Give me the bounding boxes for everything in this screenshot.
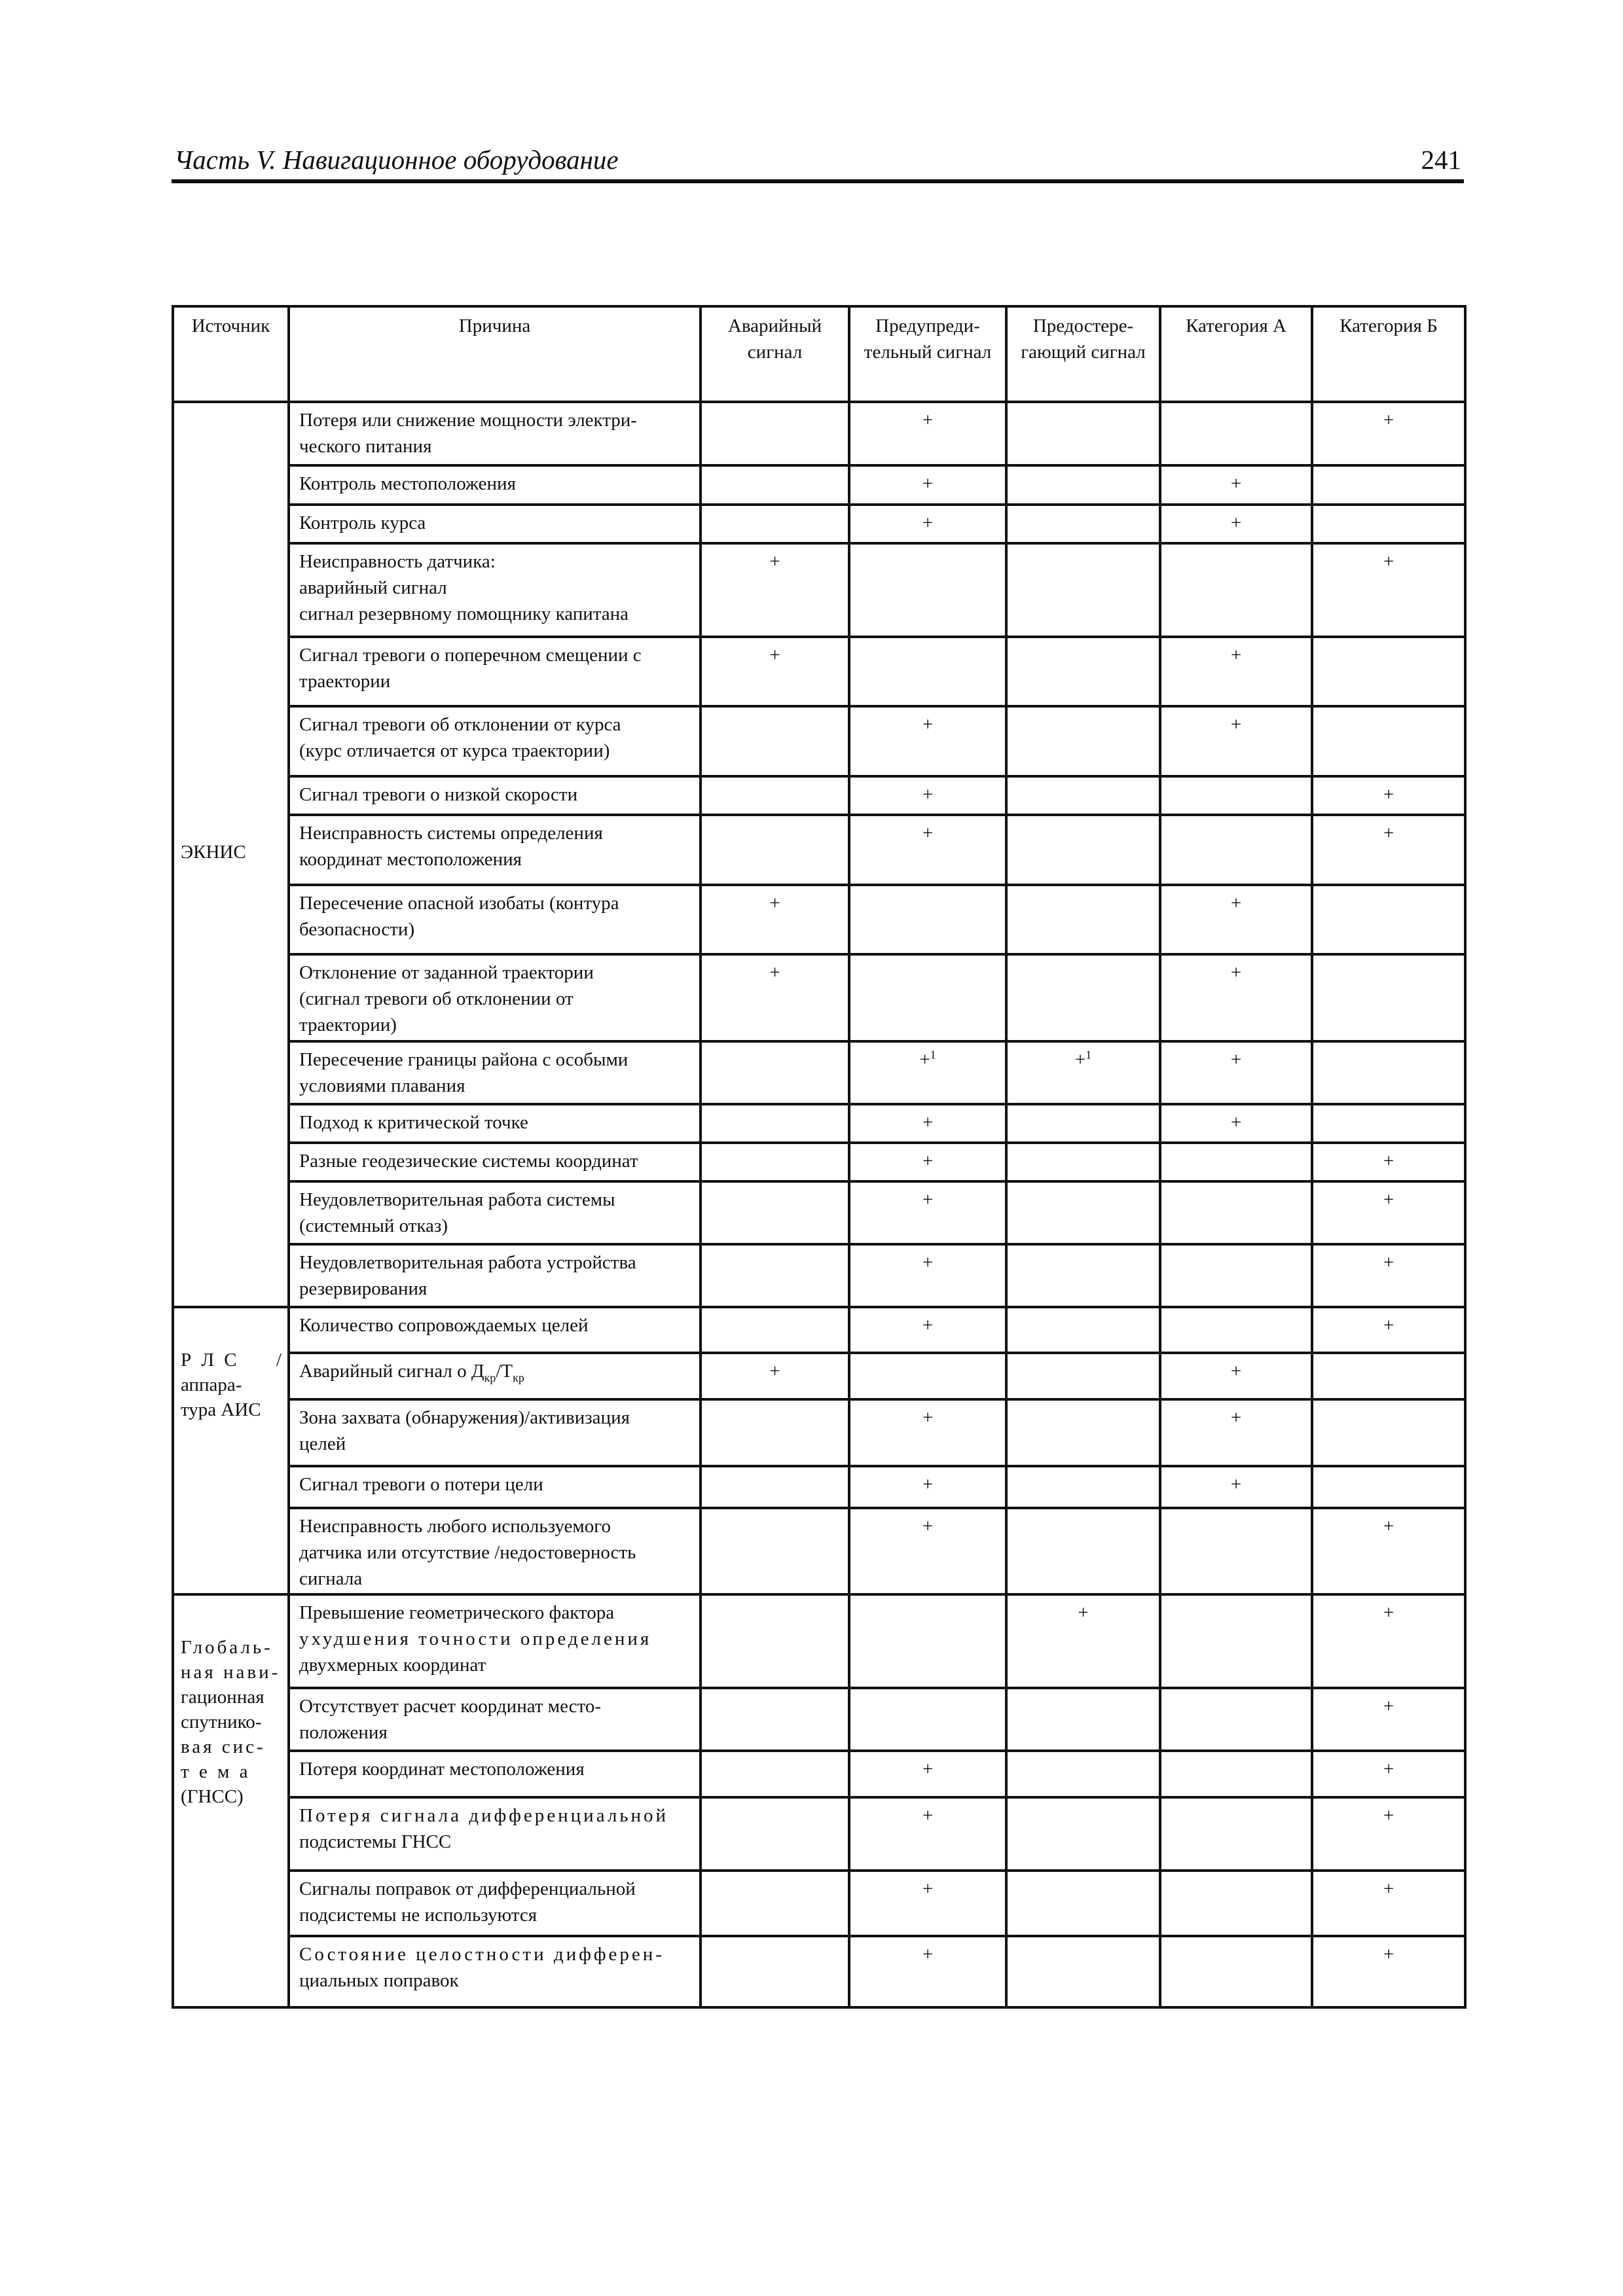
warning-cell: + xyxy=(849,776,1006,815)
subscript: кр xyxy=(484,1371,496,1384)
category-b-cell xyxy=(1312,954,1465,1041)
table-row xyxy=(173,776,1465,815)
cause-cell xyxy=(289,706,701,776)
cause-line: координат местоположения xyxy=(299,849,522,870)
cause-line: Отклонение от заданной траектории xyxy=(299,962,594,983)
category-a-cell xyxy=(1160,1594,1312,1688)
caution-cell xyxy=(1006,954,1160,1041)
footnote-ref: 1 xyxy=(1085,1048,1092,1062)
cause-line: Сигнал тревоги о поперечном смещении с xyxy=(299,645,642,666)
category-a-cell: + xyxy=(1160,505,1312,543)
table-row xyxy=(173,1508,1465,1594)
table-row xyxy=(173,1353,1465,1399)
col-header-warning xyxy=(849,306,1006,402)
warning-cell xyxy=(849,885,1006,954)
cause-line: траектории) xyxy=(299,1014,397,1035)
cause-text: /Т xyxy=(496,1361,513,1382)
caution-cell xyxy=(1006,706,1160,776)
warning-cell: + xyxy=(849,706,1006,776)
table-row xyxy=(173,505,1465,543)
alarm-cell: + xyxy=(701,954,849,1041)
caution-cell xyxy=(1006,543,1160,637)
table-row xyxy=(173,1104,1465,1143)
source-line: аппара- xyxy=(181,1374,242,1395)
cause-line: датчика или отсутствие /недостоверность xyxy=(299,1542,636,1563)
category-b-cell: + xyxy=(1312,1181,1465,1244)
cause-line: Превышение геометрического фактора xyxy=(299,1602,615,1623)
table-row xyxy=(173,1936,1465,2007)
alarm-cell: + xyxy=(701,543,849,637)
category-a-cell xyxy=(1160,1936,1312,2007)
header-line: Аварийный xyxy=(727,315,822,336)
caution-cell xyxy=(1006,1936,1160,2007)
footnote-ref: 1 xyxy=(930,1048,936,1062)
caution-cell xyxy=(1006,1041,1160,1104)
warning-cell xyxy=(849,1688,1006,1751)
category-a-cell: + xyxy=(1160,465,1312,505)
cause-line: сигнал резервному помощнику капитана xyxy=(299,603,629,624)
table-row xyxy=(173,1307,1465,1353)
cause-line: ухудшения точности определения xyxy=(299,1628,652,1649)
table-row xyxy=(173,1688,1465,1751)
source-line: гационная xyxy=(181,1687,264,1708)
cause-line: Неудовлетворительная работа системы xyxy=(299,1189,615,1210)
warning-cell: + xyxy=(849,1181,1006,1244)
caution-cell xyxy=(1006,1508,1160,1594)
category-a-cell: + xyxy=(1160,637,1312,706)
col-header-cause: Причина xyxy=(289,306,701,402)
cause-line: положения xyxy=(299,1722,388,1743)
table-row xyxy=(173,815,1465,885)
source-line: т е м а xyxy=(181,1761,251,1782)
table-row xyxy=(173,1466,1465,1508)
caution-cell xyxy=(1006,1104,1160,1143)
cause-cell: Сигнал тревоги о потери цели xyxy=(289,1466,701,1508)
source-ecdis: ЭКНИС xyxy=(173,402,289,1307)
source-line: тура АИС xyxy=(181,1399,261,1420)
table-row xyxy=(173,402,1465,465)
category-a-cell: + xyxy=(1160,1104,1312,1143)
warning-cell: + xyxy=(849,505,1006,543)
cause-cell xyxy=(289,885,701,954)
caution-cell xyxy=(1006,505,1160,543)
table-row xyxy=(173,885,1465,954)
cause-cell: Подход к критической точке xyxy=(289,1104,701,1143)
caution-cell xyxy=(1006,402,1160,465)
category-b-cell: + xyxy=(1312,1594,1465,1688)
caution-cell xyxy=(1006,776,1160,815)
category-a-cell: + xyxy=(1160,1466,1312,1508)
category-a-cell xyxy=(1160,1307,1312,1353)
header-line: сигнал xyxy=(747,342,803,363)
warning-cell: + xyxy=(849,1871,1006,1936)
source-gnss xyxy=(173,1594,289,2007)
alarm-cell xyxy=(701,1508,849,1594)
cause-line: Потеря сигнала дифференциальной xyxy=(299,1805,669,1826)
header-line: гающий сигнал xyxy=(1021,342,1146,363)
caution-cell xyxy=(1006,1143,1160,1181)
category-a-cell xyxy=(1160,776,1312,815)
alarm-cell: + xyxy=(701,1353,849,1399)
warning-cell: + xyxy=(849,1143,1006,1181)
cause-line: Зона захвата (обнаружения)/активизация xyxy=(299,1407,630,1428)
source-line: спутнико- xyxy=(181,1712,262,1732)
alarm-cell xyxy=(701,465,849,505)
caution-cell xyxy=(1006,1871,1160,1936)
category-b-cell xyxy=(1312,885,1465,954)
alarm-cell xyxy=(701,1871,849,1936)
chapter-title: Часть V. Навигационное оборудование xyxy=(174,145,619,175)
category-b-cell xyxy=(1312,1399,1465,1466)
warning-cell xyxy=(849,637,1006,706)
cause-line: Неисправность системы определения xyxy=(299,823,603,844)
alarm-cell xyxy=(701,1307,849,1353)
table-row xyxy=(173,954,1465,1041)
cause-line: Отсутствует расчет координат место- xyxy=(299,1696,602,1717)
warning-cell: + xyxy=(849,465,1006,505)
cause-line: (курс отличается от курса траектории) xyxy=(299,740,610,761)
cause-line: циальных поправок xyxy=(299,1970,459,1991)
table-row xyxy=(173,1041,1465,1104)
warning-cell: + xyxy=(849,1508,1006,1594)
warning-cell: + xyxy=(849,1399,1006,1466)
caution-cell xyxy=(1006,1688,1160,1751)
cause-cell xyxy=(289,1936,701,2007)
category-b-cell: + xyxy=(1312,543,1465,637)
col-header-caution xyxy=(1006,306,1160,402)
category-b-cell: + xyxy=(1312,1508,1465,1594)
alarm-cell xyxy=(701,1751,849,1797)
alarm-cell xyxy=(701,402,849,465)
category-b-cell xyxy=(1312,1466,1465,1508)
category-a-cell xyxy=(1160,1143,1312,1181)
cause-cell xyxy=(289,1244,701,1307)
source-line: Глобаль- xyxy=(181,1637,273,1658)
alarm-cell xyxy=(701,1104,849,1143)
cause-line: ческого питания xyxy=(299,436,432,457)
col-header-category-a: Категория А xyxy=(1160,306,1312,402)
caution-cell: + xyxy=(1006,1594,1160,1688)
category-b-cell xyxy=(1312,505,1465,543)
cause-line: траектории xyxy=(299,671,391,692)
alarm-cell xyxy=(701,505,849,543)
page-number: 241 xyxy=(1421,145,1461,175)
cause-line: двухмерных координат xyxy=(299,1655,486,1676)
alarm-cell xyxy=(701,815,849,885)
cause-cell: Разные геодезические системы координат xyxy=(289,1143,701,1181)
category-a-cell xyxy=(1160,815,1312,885)
category-a-cell: + xyxy=(1160,1399,1312,1466)
cause-line: Неисправность датчика: xyxy=(299,551,496,572)
category-b-cell xyxy=(1312,465,1465,505)
table-row xyxy=(173,1871,1465,1936)
table-row xyxy=(173,637,1465,706)
cause-line: резервирования xyxy=(299,1278,428,1299)
warning-cell xyxy=(849,543,1006,637)
table-row xyxy=(173,1399,1465,1466)
header-line: Предостере- xyxy=(1032,315,1134,336)
cause-line: Неисправность любого используемого xyxy=(299,1516,611,1537)
cause-cell: Контроль курса xyxy=(289,505,701,543)
warning-cell xyxy=(849,1041,1006,1104)
warning-cell: + xyxy=(849,1936,1006,2007)
category-b-cell xyxy=(1312,1353,1465,1399)
cause-line: (сигнал тревоги об отклонении от xyxy=(299,988,574,1009)
col-header-category-b: Категория Б xyxy=(1312,306,1465,402)
alarm-cell xyxy=(701,706,849,776)
caution-cell xyxy=(1006,465,1160,505)
caution-cell xyxy=(1006,885,1160,954)
caution-cell xyxy=(1006,1307,1160,1353)
alarm-cell xyxy=(701,1181,849,1244)
cause-cell xyxy=(289,1594,701,1688)
table-row xyxy=(173,1751,1465,1797)
warning-cell: + xyxy=(849,1751,1006,1797)
alarm-cell: + xyxy=(701,885,849,954)
alarm-cell xyxy=(701,1466,849,1508)
cause-cell: Контроль местоположения xyxy=(289,465,701,505)
warning-cell: + xyxy=(849,1244,1006,1307)
category-a-cell xyxy=(1160,543,1312,637)
header-line: тельный сигнал xyxy=(864,342,992,363)
header-line: Предупреди- xyxy=(875,315,980,336)
category-b-cell: + xyxy=(1312,776,1465,815)
alarm-table xyxy=(172,305,1467,2009)
cause-cell xyxy=(289,1353,701,1399)
warning-cell: + xyxy=(849,815,1006,885)
warning-cell: + xyxy=(849,1104,1006,1143)
table-row xyxy=(173,1181,1465,1244)
caution-cell xyxy=(1006,637,1160,706)
category-a-cell xyxy=(1160,1508,1312,1594)
caution-cell xyxy=(1006,1399,1160,1466)
cause-line: аварийный сигнал xyxy=(299,577,447,598)
cause-line: Сигналы поправок от дифференциальной xyxy=(299,1878,636,1899)
category-a-cell xyxy=(1160,1871,1312,1936)
category-b-cell: + xyxy=(1312,1143,1465,1181)
warning-cell: + xyxy=(849,1307,1006,1353)
cause-line: условиями плавания xyxy=(299,1075,465,1096)
category-a-cell: + xyxy=(1160,1041,1312,1104)
cause-cell xyxy=(289,1797,701,1871)
table-row xyxy=(173,1594,1465,1688)
table-row xyxy=(173,1797,1465,1871)
category-a-cell xyxy=(1160,1181,1312,1244)
table-row xyxy=(173,465,1465,505)
alarm-cell xyxy=(701,1399,849,1466)
table-row xyxy=(173,1244,1465,1307)
alarm-cell xyxy=(701,1688,849,1751)
alarm-cell xyxy=(701,1594,849,1688)
col-header-source: Источник xyxy=(173,306,289,402)
category-b-cell: + xyxy=(1312,1244,1465,1307)
category-b-cell: + xyxy=(1312,1871,1465,1936)
warning-cell: + xyxy=(849,1466,1006,1508)
category-b-cell xyxy=(1312,1104,1465,1143)
alarm-cell xyxy=(701,1797,849,1871)
alarm-cell xyxy=(701,1041,849,1104)
table-header-row xyxy=(173,306,1465,402)
alarm-cell xyxy=(701,1936,849,2007)
cause-line: целей xyxy=(299,1433,346,1454)
mark-plus: + xyxy=(919,1049,930,1070)
caution-cell xyxy=(1006,1797,1160,1871)
category-b-cell xyxy=(1312,1041,1465,1104)
category-a-cell xyxy=(1160,1244,1312,1307)
table-row xyxy=(173,1143,1465,1181)
alarm-cell xyxy=(701,1143,849,1181)
category-a-cell xyxy=(1160,402,1312,465)
cause-line: сигнала xyxy=(299,1568,363,1589)
caution-cell xyxy=(1006,1181,1160,1244)
category-a-cell xyxy=(1160,1751,1312,1797)
cause-line: подсистемы не используются xyxy=(299,1905,538,1926)
category-a-cell: + xyxy=(1160,1353,1312,1399)
warning-cell xyxy=(849,1353,1006,1399)
cause-line: Пересечение опасной изобаты (контура xyxy=(299,893,619,914)
cause-cell xyxy=(289,543,701,637)
warning-cell: + xyxy=(849,402,1006,465)
category-a-cell: + xyxy=(1160,706,1312,776)
category-b-cell: + xyxy=(1312,1751,1465,1797)
alarm-cell: + xyxy=(701,637,849,706)
page-header xyxy=(172,145,1464,183)
col-header-alarm xyxy=(701,306,849,402)
cause-line: подсистемы ГНСС xyxy=(299,1831,452,1852)
alarm-cell xyxy=(701,1244,849,1307)
caution-cell xyxy=(1006,1466,1160,1508)
source-line: вая сис- xyxy=(181,1736,266,1757)
category-a-cell: + xyxy=(1160,885,1312,954)
cause-line: Потеря или снижение мощности электри- xyxy=(299,410,637,431)
category-b-cell: + xyxy=(1312,1936,1465,2007)
source-line: ная нави- xyxy=(181,1662,281,1683)
cause-cell xyxy=(289,1041,701,1104)
caution-cell xyxy=(1006,1751,1160,1797)
category-b-cell: + xyxy=(1312,1307,1465,1353)
category-a-cell xyxy=(1160,1797,1312,1871)
cause-line: Сигнал тревоги об отклонении от курса xyxy=(299,714,621,735)
source-line: Р Л С / xyxy=(181,1350,284,1371)
cause-cell: Количество сопровождаемых целей xyxy=(289,1307,701,1353)
cause-line: Неудовлетворительная работа устройства xyxy=(299,1252,636,1273)
caution-cell xyxy=(1006,1244,1160,1307)
cause-cell: Сигнал тревоги о низкой скорости xyxy=(289,776,701,815)
caution-cell xyxy=(1006,1353,1160,1399)
table-row xyxy=(173,706,1465,776)
cause-line: Пересечение границы района с особыми xyxy=(299,1049,629,1070)
cause-line: Состояние целостности дифферен- xyxy=(299,1944,665,1965)
category-b-cell: + xyxy=(1312,402,1465,465)
category-b-cell: + xyxy=(1312,1688,1465,1751)
category-a-cell xyxy=(1160,1688,1312,1751)
alarm-cell xyxy=(701,776,849,815)
warning-cell xyxy=(849,1594,1006,1688)
cause-cell xyxy=(289,1871,701,1936)
cause-cell xyxy=(289,1508,701,1594)
cause-cell xyxy=(289,815,701,885)
cause-cell xyxy=(289,1688,701,1751)
cause-cell xyxy=(289,402,701,465)
cause-cell xyxy=(289,1399,701,1466)
warning-cell xyxy=(849,954,1006,1041)
cause-cell xyxy=(289,1181,701,1244)
source-line: (ГНСС) xyxy=(181,1786,244,1807)
category-a-cell: + xyxy=(1160,954,1312,1041)
warning-cell: + xyxy=(849,1797,1006,1871)
mark-plus: + xyxy=(1074,1049,1086,1070)
cause-cell xyxy=(289,954,701,1041)
subscript: кр xyxy=(513,1371,524,1384)
cause-line: (системный отказ) xyxy=(299,1215,448,1236)
category-b-cell: + xyxy=(1312,815,1465,885)
category-b-cell: + xyxy=(1312,1797,1465,1871)
category-b-cell xyxy=(1312,637,1465,706)
cause-cell xyxy=(289,637,701,706)
category-b-cell xyxy=(1312,706,1465,776)
cause-text: Аварийный сигнал о Д xyxy=(299,1361,484,1382)
caution-cell xyxy=(1006,815,1160,885)
cause-cell: Потеря координат местоположения xyxy=(289,1751,701,1797)
cause-line: безопасности) xyxy=(299,919,415,940)
table-row xyxy=(173,543,1465,637)
source-radar-ais xyxy=(173,1307,289,1594)
